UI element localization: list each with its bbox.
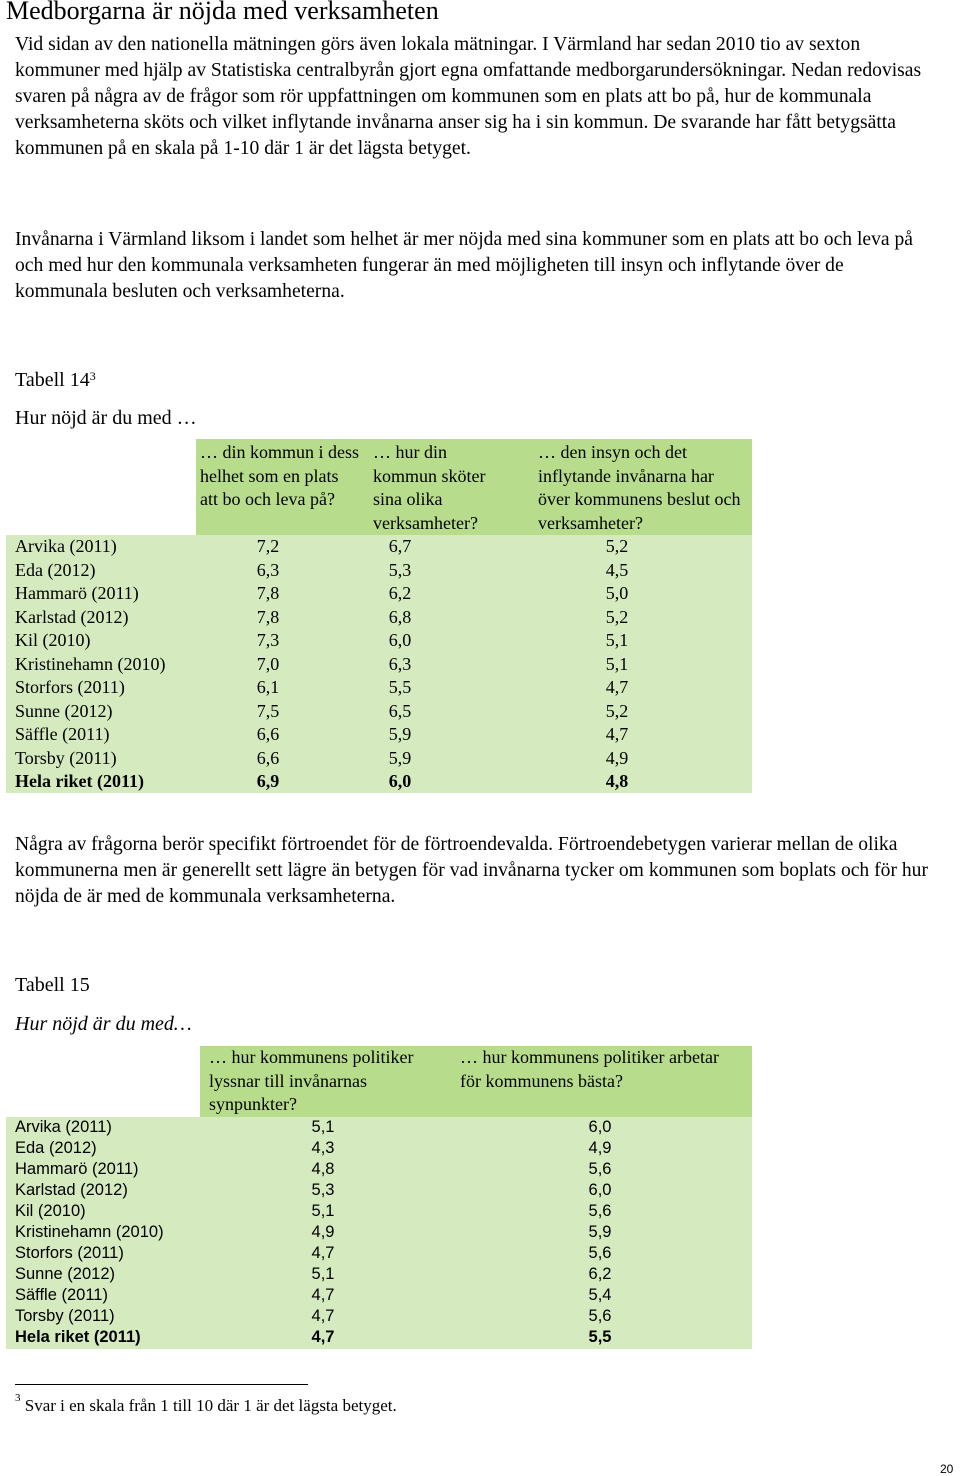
table14-cell-v3: 4,9 <box>605 747 629 768</box>
footnote <box>15 1392 397 1416</box>
table14-cell-v2: 5,9 <box>388 724 412 744</box>
footnote-text: Svar i en skala från 1 till 10 där 1 är det lägsta betyget. <box>24 1396 397 1415</box>
table14-cell-v3: 4,7 <box>605 724 629 744</box>
table14-subcaption: Hur nöjd är du med … <box>15 407 197 429</box>
table15-cell-v2: 5,6 <box>588 1202 612 1220</box>
table14-row-label: Sunne (2012) <box>15 700 113 721</box>
table14-header-col3: … den insyn och det inflytande invånarna har över kommunens beslut och verksamheter? <box>538 442 741 533</box>
table15-cell-v2: 5,6 <box>588 1160 612 1178</box>
summary-paragraph: Invånarna i Värmland liksom i landet som helhet är mer nöjda med sina kommuner som en plats att bo och leva på och med hur den kommunala verksamheten fungerar än med möjligheten till insyn och inflytande över de kommunala besluten och verksamheterna. <box>15 229 913 302</box>
table14-cell-v2: 6,0 <box>388 630 412 650</box>
table14-cell-v1: 7,5 <box>256 700 280 721</box>
table14-caption-text: Tabell 14 <box>15 369 90 391</box>
table14-cell-v2: 6,0 <box>388 771 412 791</box>
table15-row-label: Kil (2010) <box>15 1202 86 1220</box>
table14-cell-v3: 5,2 <box>605 536 629 556</box>
table14-cell-v3: 5,1 <box>605 630 629 650</box>
table15-cell-v1: 4,3 <box>311 1139 335 1157</box>
table14-cell-v2: 5,5 <box>388 677 412 697</box>
table15-row-label: Karlstad (2012) <box>15 1181 128 1199</box>
table15-row-label: Hela riket (2011) <box>15 1328 141 1346</box>
intro-paragraph: Vid sidan av den nationella mätningen görs även lokala mätningar. I Värmland har sedan 2010 tio av sexton kommuner med hjälp av Statistiska centralbyrån gjort egna omfattande medborgarundersökningar. Nedan redovisas svaren på några av de frågor som rör uppfattningen om kommunen som en plats att bo på, hur de kommunala verksamheterna sköts och vilket inflytande invånarna anser sig ha i sin kommun. De svarande har fått betygsätta kommunen på en skala på 1-10 där 1 är det lägsta betyget. <box>15 34 922 159</box>
table14-row-label: Hela riket (2011) <box>15 771 144 791</box>
table14-footnote-ref: 3 <box>89 369 96 383</box>
table15-cell-v2: 5,5 <box>588 1328 612 1346</box>
table15-cell-v1: 5,3 <box>311 1181 335 1199</box>
table14-caption <box>15 367 96 393</box>
table15-row-label: Eda (2012) <box>15 1139 97 1157</box>
table15-cell-v2: 4,9 <box>588 1139 612 1157</box>
table14-row-label: Karlstad (2012) <box>15 606 129 627</box>
table15-row-label: Arvika (2011) <box>15 1118 112 1136</box>
table14-cell-v3: 5,2 <box>605 700 629 721</box>
table15-cell-v2: 6,0 <box>588 1181 612 1199</box>
table15-row-label: Storfors (2011) <box>15 1244 124 1262</box>
table14-row-label: Kristinehamn (2010) <box>15 653 166 674</box>
table14-cell-v1: 6,6 <box>256 724 280 744</box>
table14-cell-v1: 7,8 <box>256 583 280 603</box>
footnote-separator <box>15 1384 308 1385</box>
table14-cell-v2: 5,9 <box>388 747 412 768</box>
table14-cell-v2: 6,8 <box>388 606 412 627</box>
table15-cell-v2: 5,6 <box>588 1244 612 1262</box>
table14-header-col1: … din kommun i dess helhet som en plats att bo och leva på? <box>200 442 360 509</box>
table14-cell-v1: 7,0 <box>256 653 280 674</box>
table14-cell-v3: 4,8 <box>605 771 629 791</box>
table14-cell-v1: 6,1 <box>256 677 280 697</box>
table14-cell-v2: 6,7 <box>388 536 412 556</box>
table14-cell-v3: 5,2 <box>605 606 629 627</box>
table15-cell-v1: 5,1 <box>311 1202 335 1220</box>
table14-cell-v1: 7,3 <box>256 630 280 650</box>
page-number: 20 <box>940 1462 954 1476</box>
table14-header-col2: … hur din kommun sköter sina olika verksamheter? <box>373 442 486 533</box>
table15-row-label: Säffle (2011) <box>15 1286 108 1304</box>
table14-row-label: Hammarö (2011) <box>15 583 139 603</box>
table15-cell-v2: 5,4 <box>588 1286 612 1304</box>
table14-cell-v3: 4,5 <box>605 559 629 580</box>
table14-cell-v1: 6,6 <box>256 747 280 768</box>
table14-cell-v1: 7,8 <box>256 606 280 627</box>
table15-row-label: Hammarö (2011) <box>15 1160 139 1178</box>
table14-cell-v3: 5,0 <box>605 583 629 603</box>
table15-subcaption: Hur nöjd är du med… <box>15 1013 192 1035</box>
table14-row-label: Storfors (2011) <box>15 677 125 697</box>
table14-row-label: Kil (2010) <box>15 630 91 650</box>
table14-row-label: Eda (2012) <box>15 559 96 580</box>
table15-cell-v1: 4,7 <box>311 1244 335 1262</box>
table15-cell-v1: 4,8 <box>311 1160 335 1178</box>
table14-row-label: Arvika (2011) <box>15 536 117 556</box>
table14-cell-v2: 5,3 <box>388 559 412 580</box>
table15-row-label: Kristinehamn (2010) <box>15 1223 164 1241</box>
table15-cell-v2: 6,0 <box>588 1118 612 1136</box>
table14-row-label: Torsby (2011) <box>15 747 117 768</box>
table15-caption: Tabell 15 <box>15 974 90 996</box>
table15-cell-v1: 5,1 <box>311 1118 335 1136</box>
table15-cell-v1: 4,7 <box>311 1286 335 1304</box>
table15-row-label: Sunne (2012) <box>15 1265 115 1283</box>
table15-cell-v1: 4,7 <box>311 1307 335 1325</box>
table15-cell-v1: 5,1 <box>311 1265 335 1283</box>
table15-row-label: Torsby (2011) <box>15 1307 115 1325</box>
table14-cell-v2: 6,5 <box>388 700 412 721</box>
page-heading: Medborgarna är nöjda med verksamheten <box>6 0 439 25</box>
table14-cell-v3: 4,7 <box>605 677 629 697</box>
table15-header-col1: … hur kommunens politiker lyssnar till invånarnas synpunkter? <box>209 1047 414 1114</box>
table14-row-label: Säffle (2011) <box>15 724 110 744</box>
table14-cell-v1: 7,2 <box>256 536 280 556</box>
trust-paragraph: Några av frågorna berör specifikt förtroendet för de förtroendevalda. Förtroendebetygen varierar mellan de olika kommunerna men är generellt sett lägre än betygen för vad invånarna tycker om kommunen som boplats och för hur nöjda de är med de kommunala verksamheterna. <box>15 834 928 907</box>
table15-cell-v1: 4,9 <box>311 1223 335 1241</box>
table14-cell-v2: 6,2 <box>388 583 412 603</box>
table15-cell-v2: 5,6 <box>588 1307 612 1325</box>
table14-cell-v1: 6,3 <box>256 559 280 580</box>
table15-header-col2: … hur kommunens politiker arbetar för kommunens bästa? <box>460 1047 719 1091</box>
footnote-marker: 3 <box>15 1392 21 1404</box>
table15-cell-v2: 5,9 <box>588 1223 612 1241</box>
table14-cell-v3: 5,1 <box>605 653 629 674</box>
table14-cell-v1: 6,9 <box>256 771 280 791</box>
table15-cell-v2: 6,2 <box>588 1265 612 1283</box>
table15-cell-v1: 4,7 <box>311 1328 335 1346</box>
table14-cell-v2: 6,3 <box>388 653 412 674</box>
